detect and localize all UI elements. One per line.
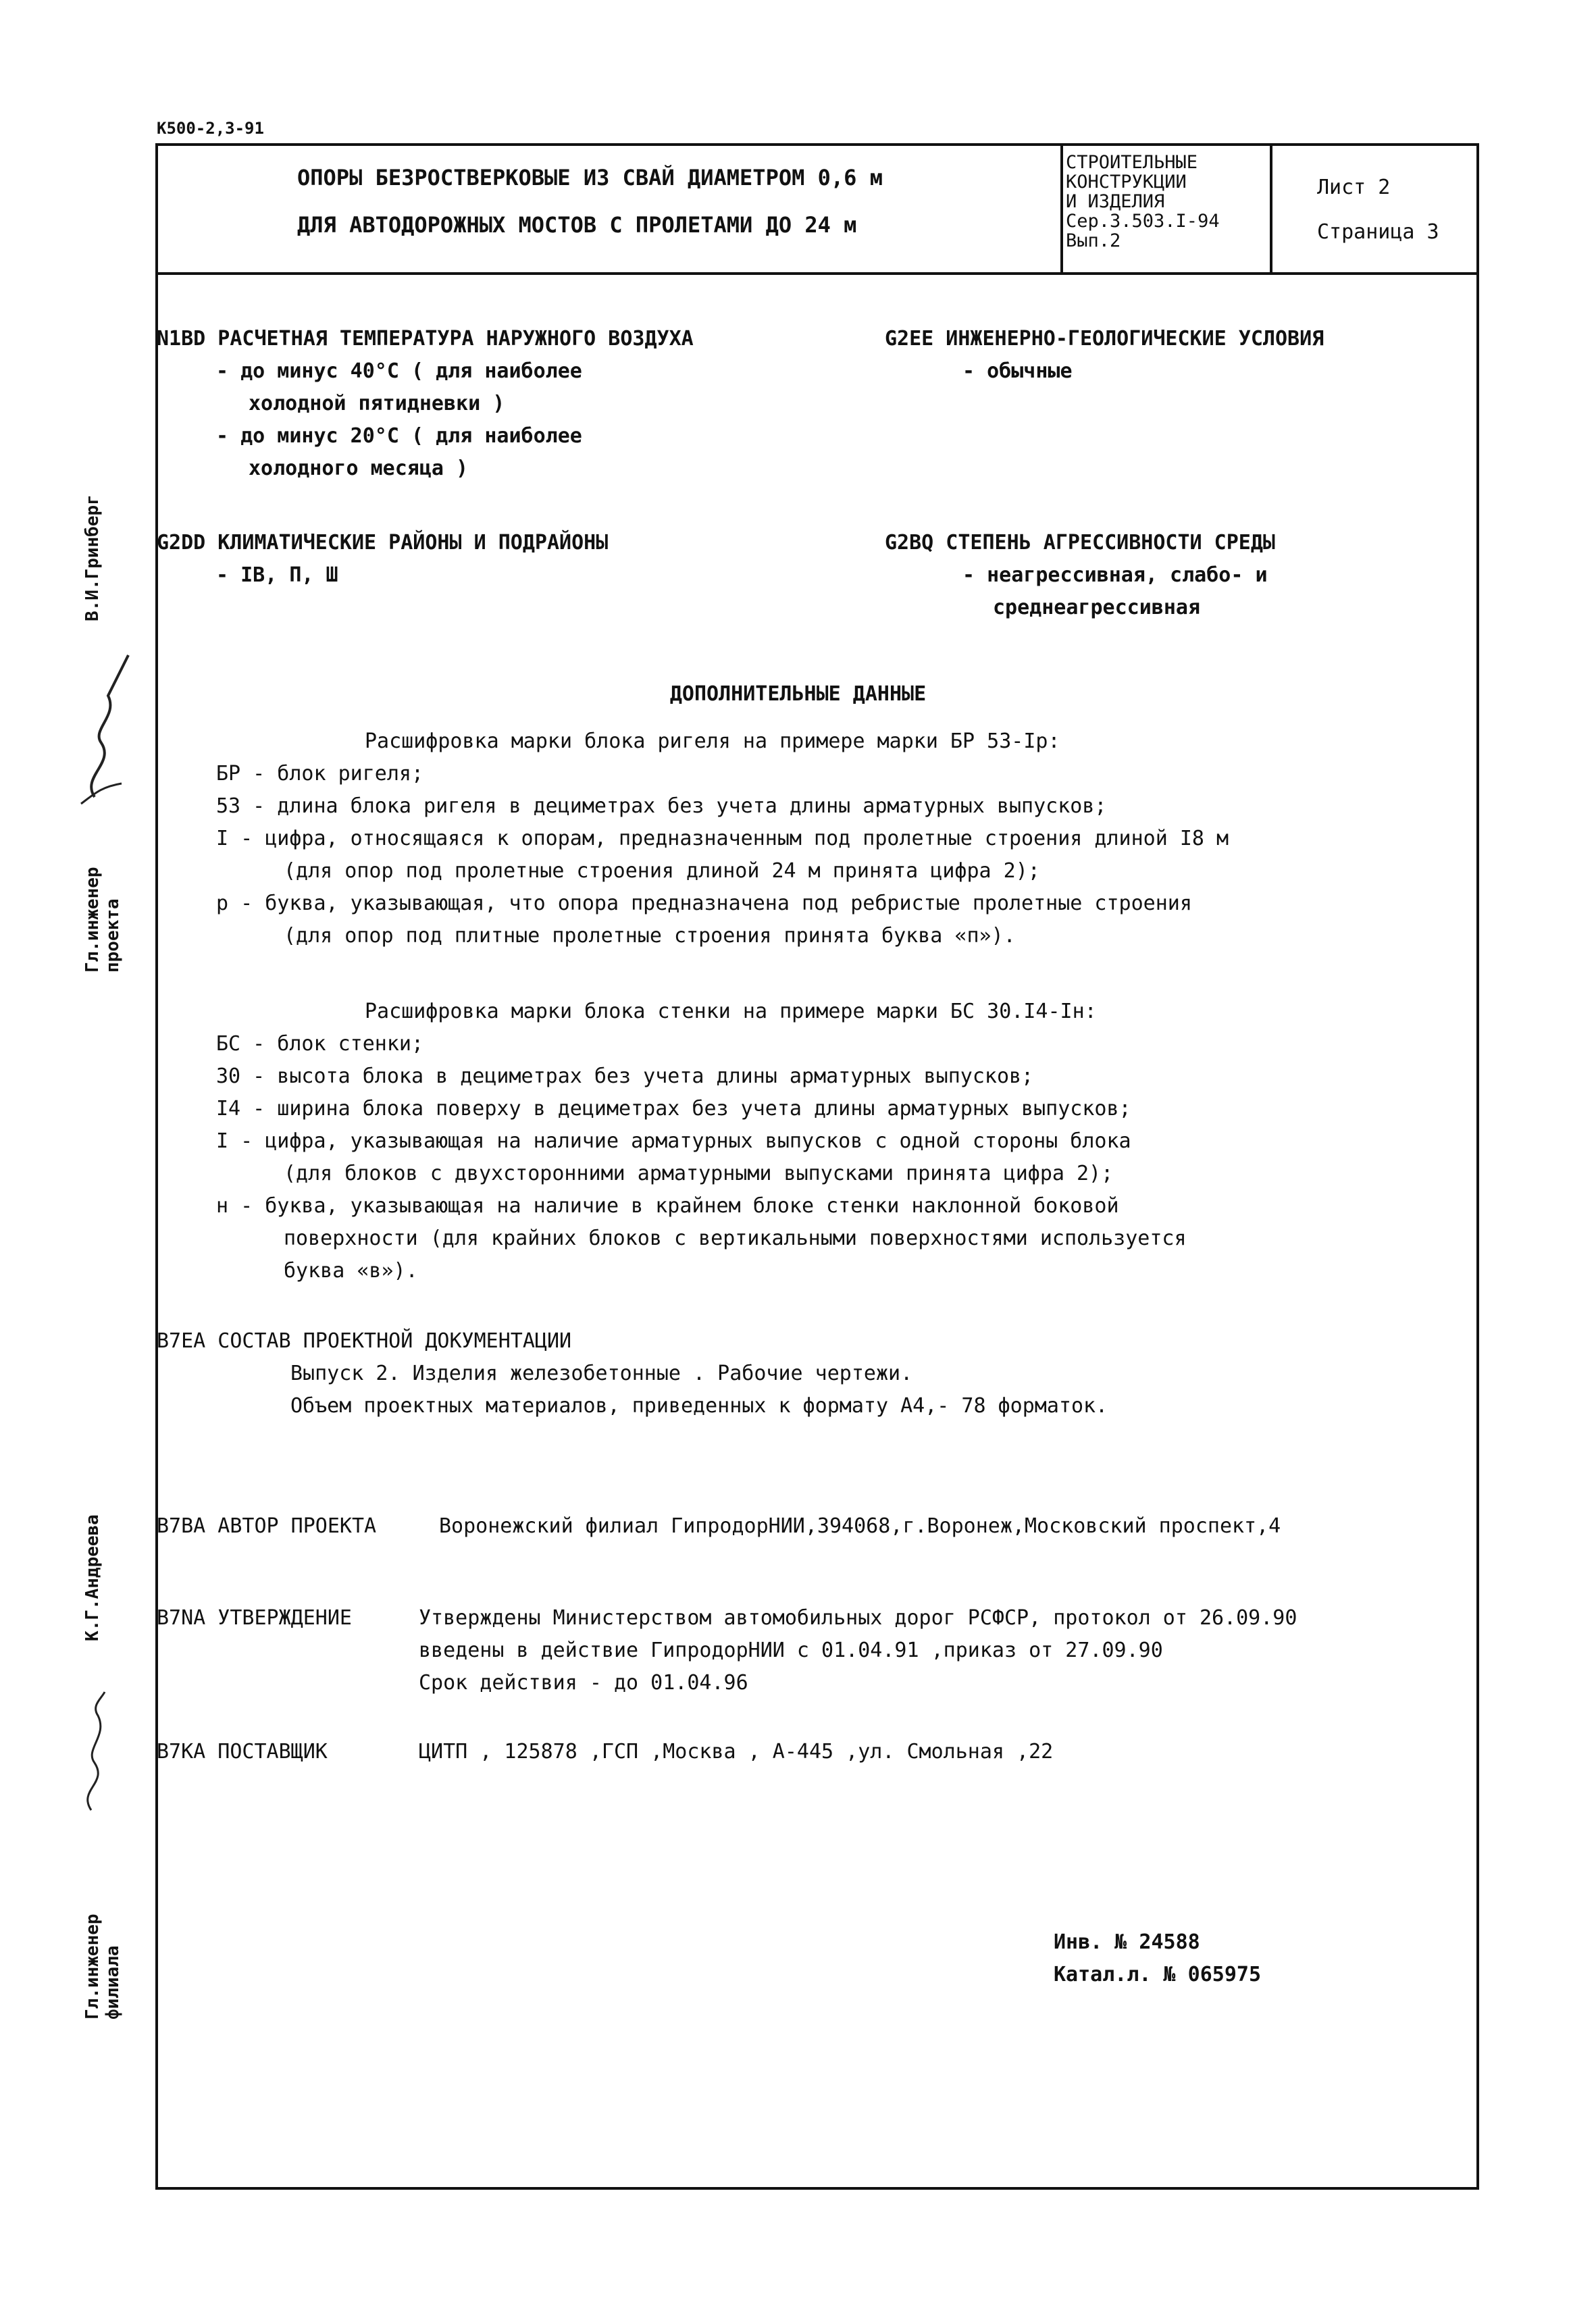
section-line: - до минус 20°С ( для наиболее — [216, 424, 582, 448]
section-line: - IВ, П, Ш — [216, 563, 338, 587]
issue-number: Вып.2 — [1066, 230, 1121, 251]
extra-heading: ДОПОЛНИТЕЛЬНЫЕ ДАННЫЕ — [669, 682, 927, 706]
rigel-intro: Расшифровка марки блока ригеля на примере марки БР 53-Iр: — [365, 729, 1060, 753]
section-title-b7ea: B7EA СОСТАВ ПРОЕКТНОЙ ДОКУМЕНТАЦИИ — [157, 1329, 572, 1353]
catalog-number: Катал.л. № 065975 — [1054, 1963, 1262, 1986]
rigel-line: БР - блок ригеля; — [216, 762, 424, 786]
approval-line: введены в действие ГипродорНИИ с 01.04.91 ,приказ от 27.09.90 — [419, 1639, 1163, 1662]
author-text: Воронежский филиал ГипродорНИИ,394068,г.Воронеж,Московский проспект,4 — [439, 1514, 1281, 1538]
header-title-line2: ДЛЯ АВТОДОРОЖНЫХ МОСТОВ С ПРОЛЕТАМИ ДО 24 м — [297, 212, 857, 238]
wall-line: I4 - ширина блока поверху в дециметрах без учета длины арматурных выпусков; — [216, 1097, 1131, 1121]
approval-line: Срок действия - до 01.04.96 — [419, 1671, 748, 1695]
wall-line: (для блоков с двухсторонними арматурными выпусками принята цифра 2); — [284, 1162, 1114, 1185]
section-title-g2dd: G2DD КЛИМАТИЧЕСКИЕ РАЙОНЫ И ПОДРАЙОНЫ — [157, 531, 609, 555]
wall-line: н - буква, указывающая на наличие в крайнем блоке стенки наклонной боковой — [216, 1194, 1119, 1218]
rigel-line: I - цифра, относящаяся к опорам, предназначенным под пролетные строения длиной I8 м — [216, 827, 1229, 850]
section-line: Выпуск 2. Изделия железобетонные . Рабочие чертежи. — [290, 1362, 913, 1385]
section-label-b7ka: B7KA ПОСТАВЩИК — [157, 1740, 328, 1764]
header-divider-v2 — [1270, 143, 1272, 274]
sheet-number: Лист 2 — [1317, 176, 1391, 199]
rigel-line: (для опор под плитные пролетные строения принята буква «п»). — [284, 924, 1016, 948]
header-series-box — [1066, 153, 1220, 251]
section-line: среднеагрессивная — [993, 596, 1201, 619]
section-line: - до минус 40°С ( для наиболее — [216, 359, 582, 383]
margin-role-line3: Гл.инженер — [82, 1913, 103, 2020]
section-label-b7ba: B7BA АВТОР ПРОЕКТА — [157, 1514, 377, 1538]
document-code: K500-2,3-91 — [157, 119, 264, 138]
signature-2 — [61, 1689, 122, 1817]
page-number: Страница 3 — [1317, 220, 1439, 244]
wall-intro: Расшифровка марки блока стенки на примере марки БС 30.I4-Iн: — [365, 1000, 1097, 1023]
series-line: И ИЗДЕЛИЯ — [1066, 191, 1165, 212]
series-line: КОНСТРУКЦИИ — [1066, 172, 1187, 192]
header-divider — [155, 272, 1479, 275]
section-label-b7na: B7NA УТВЕРЖДЕНИЕ — [157, 1606, 352, 1630]
supplier-text: ЦИТП , 125878 ,ГСП ,Москва , А-445 ,ул. Смольная ,22 — [419, 1740, 1054, 1764]
wall-line: I - цифра, указывающая на наличие арматурных выпусков с одной стороны блока — [216, 1129, 1131, 1153]
header-divider-v1 — [1060, 143, 1063, 274]
inventory-number: Инв. № 24588 — [1054, 1930, 1200, 1954]
rigel-line: (для опор под пролетные строения длиной 24 м принята цифра 2); — [284, 859, 1040, 883]
section-line: - неагрессивная, слабо- и — [962, 563, 1268, 587]
wall-line: буква «в»). — [284, 1259, 418, 1283]
series-number: Сер.3.503.I-94 — [1066, 211, 1220, 232]
section-line: Объем проектных материалов, приведенных к формату А4,- 78 форматок. — [290, 1394, 1108, 1418]
section-line: холодного месяца ) — [249, 457, 469, 480]
wall-line: БС - блок стенки; — [216, 1032, 424, 1056]
margin-role-line1: Гл.инженер — [82, 867, 103, 973]
section-title-g2ee: G2EE ИНЖЕНЕРНО-ГЕОЛОГИЧЕСКИЕ УСЛОВИЯ — [885, 327, 1324, 351]
section-title-n1bd: N1BD РАСЧЕТНАЯ ТЕМПЕРАТУРА НАРУЖНОГО ВОЗДУХА — [157, 327, 694, 351]
wall-line: поверхности (для крайних блоков с вертикальными поверхностями используется — [284, 1227, 1187, 1250]
header-title-line1: ОПОРЫ БЕЗРОСТВЕРКОВЫЕ ИЗ СВАЙ ДИАМЕТРОМ 0,6 м — [297, 165, 883, 190]
section-line: - обычные — [962, 359, 1073, 383]
series-line: СТРОИТЕЛЬНЫЕ — [1066, 152, 1198, 173]
section-line: холодной пятидневки ) — [249, 392, 505, 415]
rigel-line: 53 - длина блока ригеля в дециметрах без учета длины арматурных выпусков; — [216, 794, 1107, 818]
rigel-line: р - буква, указывающая, что опора предназначена под ребристые пролетные строения — [216, 892, 1192, 915]
signature-1 — [54, 648, 135, 811]
margin-role-line4: филиала — [103, 1945, 123, 2020]
margin-name-1: В.И.Гринберг — [82, 494, 103, 621]
section-title-g2bq: G2BQ СТЕПЕНЬ АГРЕССИВНОСТИ СРЕДЫ — [885, 531, 1275, 555]
margin-name-2: К.Г.Андреева — [82, 1514, 103, 1641]
wall-line: 30 - высота блока в дециметрах без учета длины арматурных выпусков; — [216, 1064, 1034, 1088]
approval-line: Утверждены Министерством автомобильных дорог РСФСР, протокол от 26.09.90 — [419, 1606, 1297, 1630]
margin-role-line2: проекта — [103, 898, 123, 973]
